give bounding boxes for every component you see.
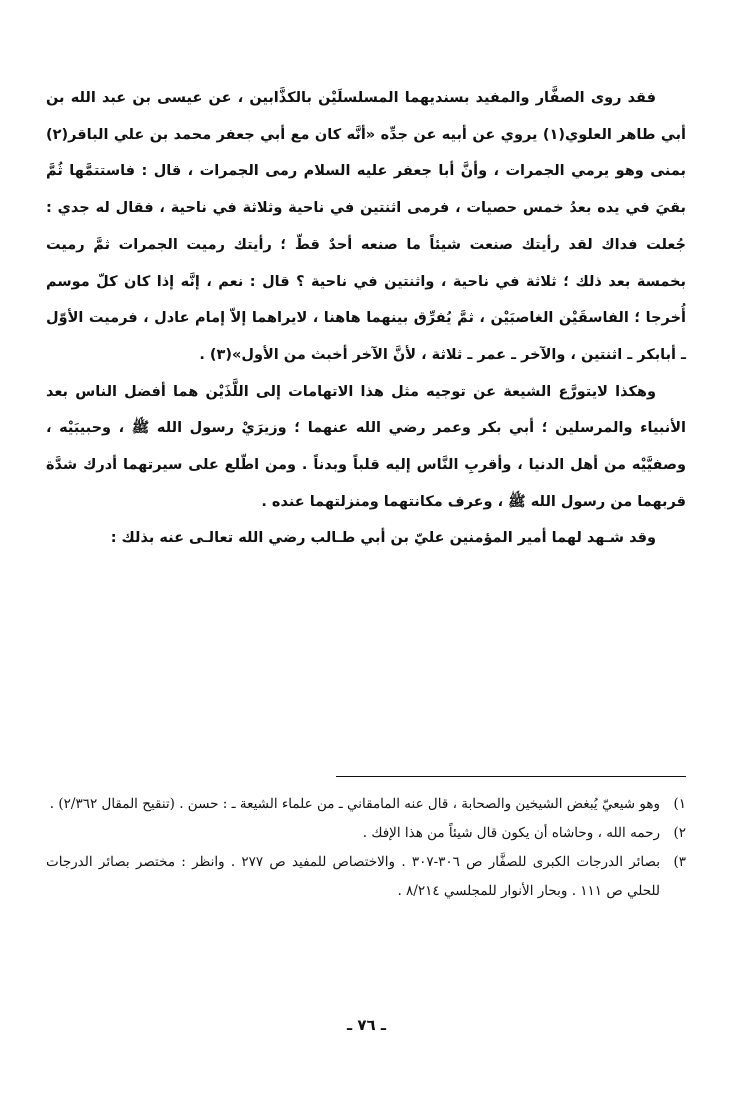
footnote-text: رحمه الله ، وحاشاه أن يكون قال شيئاً من هذا الإفك .	[362, 825, 660, 841]
footnote-number: ١)	[673, 796, 686, 812]
paragraph-2: وهكذا لايتورَّع الشيعة عن توجيه مثل هذا الاتهامات إلى اللَّذَيْن هما أفضل الناس بعد الأنبياء والمرسلين ؛ أبي بكر وعمر رضي الله عنهما ؛ وزيرَيْ رسول الله ﷺ ، وحبيبَيْه ، وصفيَّيْه من أهل الدنيا ، وأقربِ النَّاس إليه قلباً وبدناً . ومن اطّلع على سيرتهما أدرك شدَّة قربهما من رسول الله ﷺ ، وعرف مكانتهما ومنزلتهما عنده .	[46, 383, 686, 510]
page-number: ـ ٧٦ ـ	[346, 1016, 387, 1034]
paragraph-3: وقد شـهد لهما أمير المؤمنين عليّ بن أبي طـالب رضي الله تعالـى عنه بذلك :	[110, 530, 656, 547]
footnote-number: ٣)	[673, 854, 686, 870]
footnote-number: ٢)	[673, 825, 686, 841]
footnote-separator	[336, 776, 686, 777]
main-text	[46, 80, 686, 557]
footnote-3	[46, 848, 686, 906]
footnote-text: وهو شيعيّ يُبغض الشيخين والصحابة ، قال عنه المامقاني ـ من علماء الشيعة ـ : حسن . (تنقيح المقال ٢/٣٦٢) .	[49, 796, 660, 812]
footnote-text: بصائر الدرجات الكبرى للصفَّار ص ٣٠٦-٣٠٧ . والاختصاص للمفيد ص ٢٧٧ . وانظر : مختصر بصائر الدرجات للحلي ص ١١١ . وبحار الأنوار للمجلسي ٨/٢١٤ .	[46, 854, 661, 899]
footnote-1	[46, 790, 686, 819]
paragraph-1: فقد روى الصفَّار والمفيد بسنديهما المسلسلَيْن بالكذَّابين ، عن عيسى بن عبد الله بن أبي طاهر العلوي(١) يروي عن أبيه عن جدِّه «أنَّه كان مع أبي جعفر محمد بن علي الباقر(٢) بمنى وهو يرمي الجمرات ، وأنَّ أبا جعفر عليه السلام رمى الجمرات ، قال : فاستتمَّها ثُمَّ بقيَ في يده بعدُ خمس حصيات ، فرمى اثنتين في ناحية وثلاثة في ناحية ، فقال له جدي : جُعلت فداك لقد رأيتك صنعت شيئاً ما صنعه أحدٌ قطّ ؛ رأيتك رميت الجمرات ثمَّ رميت بخمسة بعد ذلك ؛ ثلاثة في ناحية ، واثنتين في ناحية ؟ قال : نعم ، إنَّه إذا كان كلّ موسم أُخرجا ؛ الفاسقَيْن الغاصبَيْن ، ثمَّ يُفرِّق بينهما هاهنا ، لايراهما إلاّ إمام عادل ، فرميت الأوّل ـ أبابكر ـ اثنتين ، والآخر ـ عمر ـ ثلاثة ، لأنَّ الآخر أخبث من الأول»(٣) .	[46, 90, 686, 363]
footnotes	[46, 790, 686, 906]
footnote-2	[46, 819, 686, 848]
